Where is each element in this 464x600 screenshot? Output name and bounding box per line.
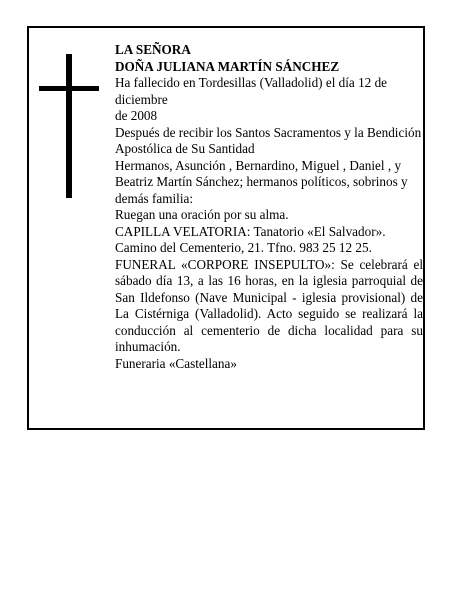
deceased-name: DOÑA JULIANA MARTÍN SÁNCHEZ (115, 58, 340, 74)
chapel-info: CAPILLA VELATORIA: Tanatorio «El Salvador». Camino del Cementerio, 21. Tfno. 983 25 12 25. (115, 223, 386, 255)
funeral-home: Funeraria «Castellana» (115, 355, 237, 371)
family-list: Hermanos, Asunción , Bernardino, Miguel , Daniel , y Beatriz Martín Sánchez; hermanos políticos, sobrinos y demás familia: (115, 157, 408, 206)
sacraments-statement: Después de recibir los Santos Sacramentos y la Bendición Apostólica de Su Santidad (115, 124, 422, 156)
cross-vertical-bar (66, 54, 72, 198)
prayer-request: Ruegan una oración por su alma. (115, 207, 289, 222)
notice-heading: LA SEÑORA (115, 42, 191, 57)
notice-text (115, 42, 423, 372)
death-statement: Ha fallecido en Tordesillas (Valladolid) el día 12 de diciembre (115, 75, 388, 107)
cross-horizontal-bar (39, 86, 99, 91)
obituary-notice (27, 26, 425, 430)
funeral-info: FUNERAL «CORPORE INSEPULTO»: Se celebrará el sábado día 13, a las 16 horas, en la iglesia parroquial de San Ildefonso (Nave Municipal - iglesia provisional) de La Cistérniga (Valladolid). Acto seguido se realizará la conducción al cementerio de dicha localidad para su inhumación. (115, 256, 423, 354)
death-year: de 2008 (115, 108, 158, 123)
cross-icon (39, 54, 99, 198)
